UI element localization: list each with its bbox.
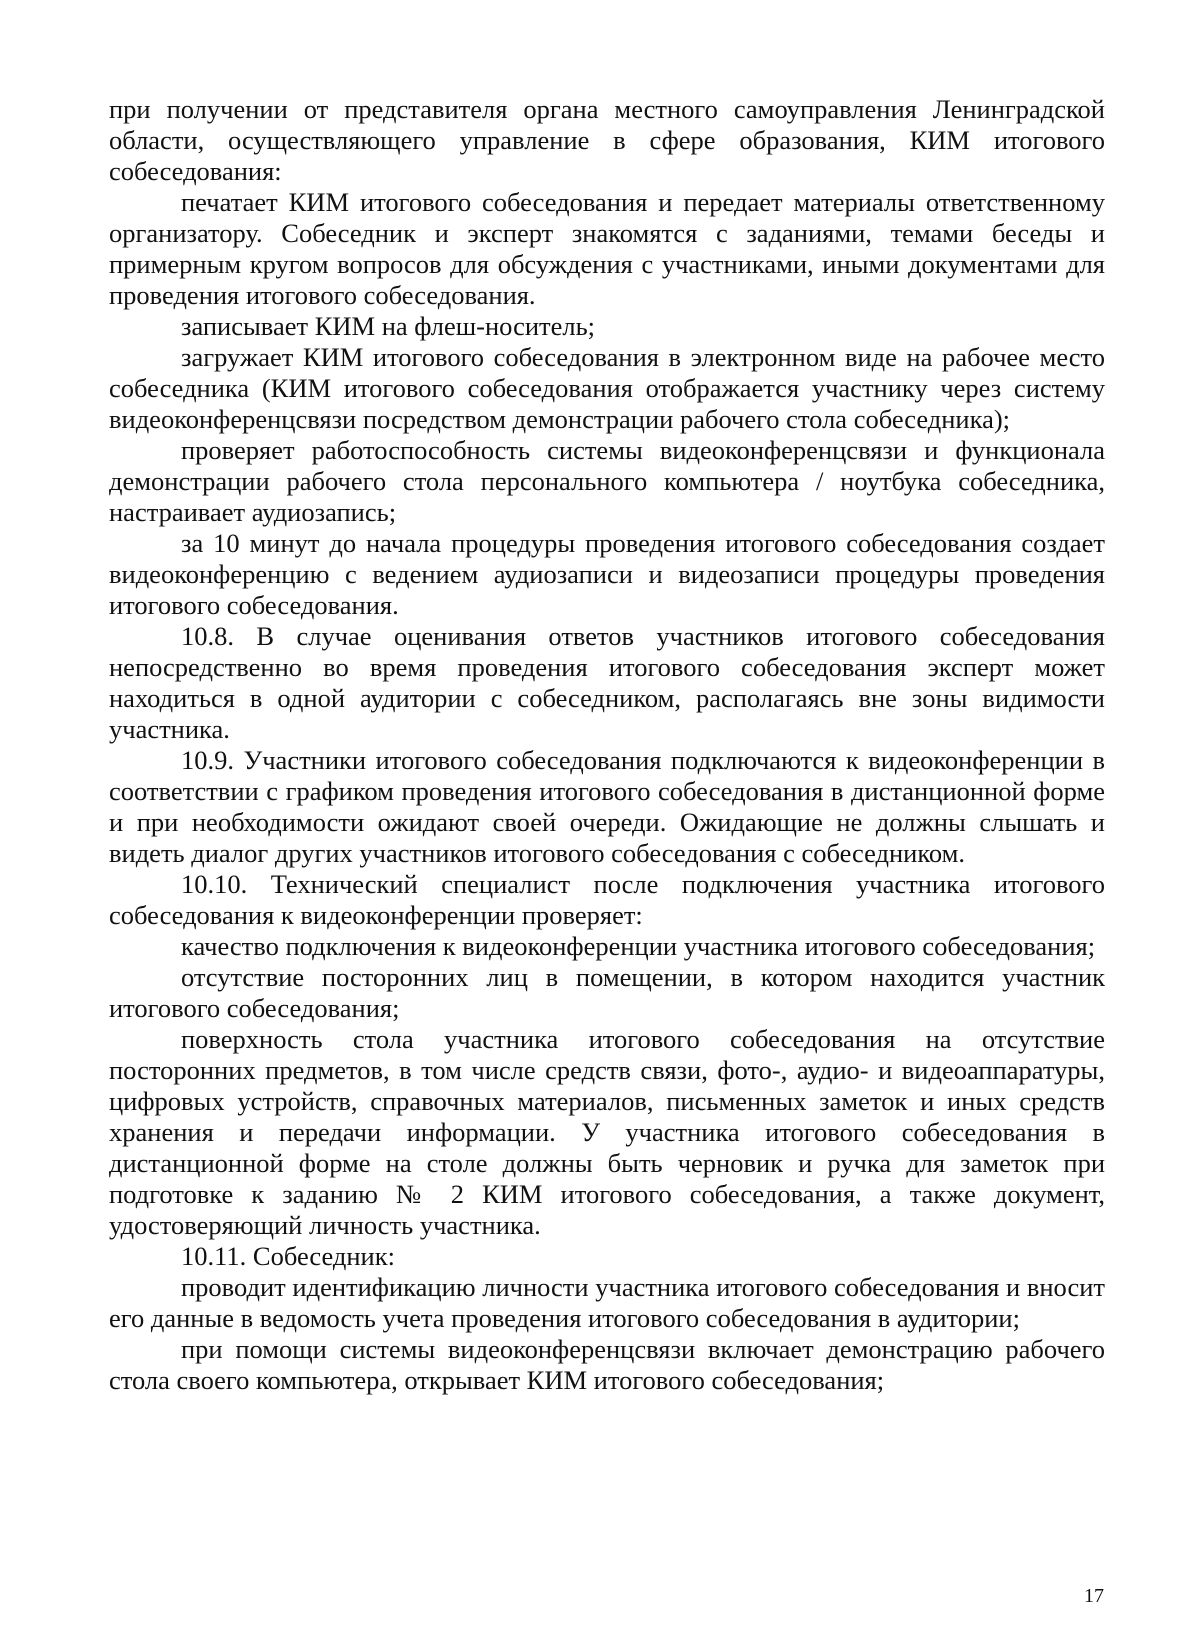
paragraph-loads-kim: загружает КИМ итогового собеседования в электронном виде на рабочее место собеседника (КИМ итогового собеседования отображается участнику через систему видеоконференцсвязи посредством демонстрации рабочего стола собеседника); (109, 342, 1105, 434)
paragraph-10-11: 10.11. Собеседник: (181, 1241, 395, 1271)
paragraph-10-8: 10.8. В случае оценивания ответов участников итогового собеседования непосредственно во время проведения итогового собеседования эксперт может находиться в одной аудитории с собеседником, располагаясь вне зоны видимости участника. (109, 621, 1105, 744)
paragraph-writes-flash: записывает КИМ на флеш-носитель; (181, 311, 596, 341)
page-number: 17 (1084, 1585, 1104, 1607)
body-text (109, 94, 1105, 1396)
paragraph-desk-surface: поверхность стола участника итогового собеседования на отсутствие посторонних предметов, в том числе средств связи, фото-, аудио- и видеоаппаратуры, цифровых устройств, справочных материалов, письменных заметок и иных средств хранения и передачи информации. У участника итогового собеседования в дистанционной форме на столе должны быть черновик и ручка для заметок при подготовке к заданию № 2 КИМ итогового собеседования, а также документ, удостоверяющий личность участника. (109, 1024, 1105, 1240)
paragraph-identification: проводит идентификацию личности участника итогового собеседования и вносит его данные в ведомость учета проведения итогового собеседования в аудитории; (109, 1272, 1105, 1333)
paragraph-no-outsiders: отсутствие посторонних лиц в помещении, в котором находится участник итогового собеседования; (109, 962, 1105, 1023)
paragraph-10-9: 10.9. Участники итогового собеседования подключаются к видеоконференции в соответствии с графиком проведения итогового собеседования в дистанционной форме и при необходимости ожидают своей очереди. Ожидающие не должны слышать и видеть диалог других участников итогового собеседования с собеседником. (109, 745, 1105, 868)
paragraph-prints-kim: печатает КИМ итогового собеседования и передает материалы ответственному организатору. Собеседник и эксперт знакомятся с заданиями, темами беседы и примерным кругом вопросов для обсуждения с участниками, иными документами для проведения итогового собеседования. (109, 187, 1105, 310)
paragraph-screen-share: при помощи системы видеоконференцсвязи включает демонстрацию рабочего стола своего компьютера, открывает КИМ итогового собеседования; (109, 1334, 1105, 1395)
paragraph-connection-quality: качество подключения к видеоконференции участника итогового собеседования; (181, 931, 1096, 961)
paragraph-checks-system: проверяет работоспособность системы видеоконференцсвязи и функционала демонстрации рабочего стола персонального компьютера / ноутбука собеседника, настраивает аудиозапись; (109, 435, 1105, 527)
paragraph-10-10: 10.10. Технический специалист после подключения участника итогового собеседования к видеоконференции проверяет: (109, 869, 1105, 930)
paragraph-creates-conference: за 10 минут до начала процедуры проведения итогового собеседования создает видеоконференцию с ведением аудиозаписи и видеозаписи процедуры проведения итогового собеседования. (109, 528, 1105, 620)
paragraph-intro: при получении от представителя органа местного самоуправления Ленинградской области, осуществляющего управление в сфере образования, КИМ итогового собеседования: (109, 94, 1105, 186)
